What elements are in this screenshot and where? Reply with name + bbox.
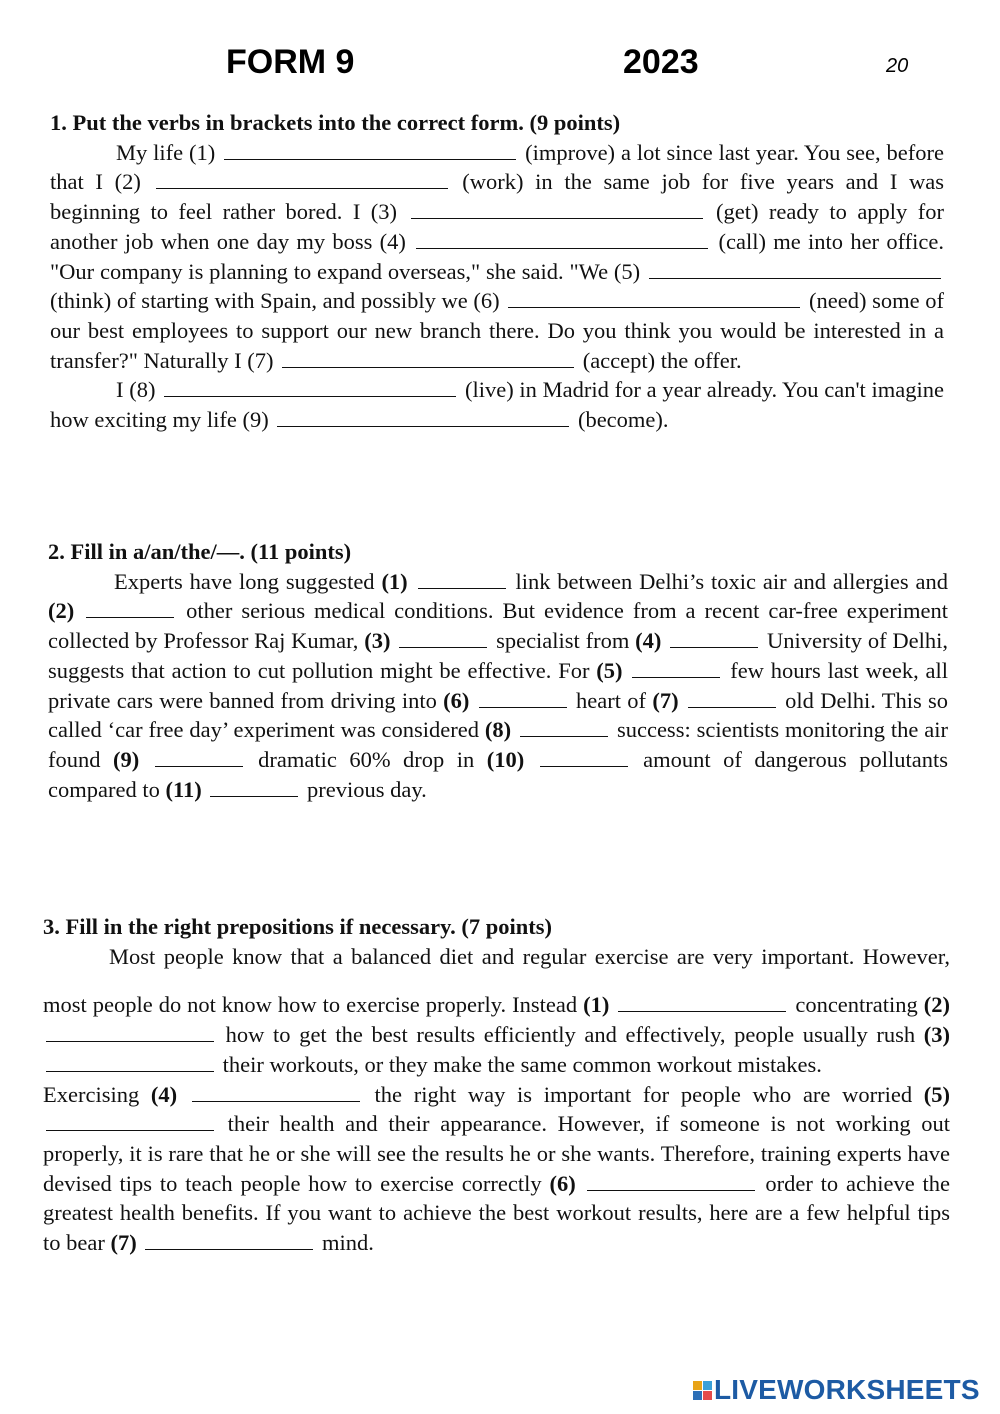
answer-blank-s3-7[interactable]	[145, 1229, 313, 1250]
answer-blank-s2-10[interactable]	[540, 746, 628, 767]
logo-square	[693, 1391, 702, 1400]
blank-number: (7)	[652, 687, 679, 713]
answer-blank-s3-4[interactable]	[192, 1081, 360, 1102]
answer-blank-s2-3[interactable]	[399, 627, 487, 648]
liveworksheets-logo-icon	[693, 1381, 712, 1400]
answer-blank-s2-9[interactable]	[155, 746, 243, 767]
blank-number: (8)	[484, 717, 512, 743]
answer-blank-s1-1[interactable]	[224, 139, 516, 160]
blank-number: (4)	[635, 628, 662, 654]
s2-text: amount of dangerous pollutants compared to	[48, 746, 949, 802]
section-3-paragraph	[43, 942, 950, 1080]
s2-text: Experts have long suggested	[114, 568, 375, 594]
section-1-paragraph	[50, 375, 944, 434]
answer-blank-s1-6[interactable]	[508, 287, 800, 308]
s2-text: old Delhi. This so called ‘car free day’ experiment was considered	[48, 687, 949, 743]
answer-blank-s1-7[interactable]	[282, 347, 574, 368]
section-2-paragraph	[48, 567, 948, 805]
section-3-title: 3. Fill in the right prepositions if necessary. (7 points)	[43, 914, 552, 939]
s1-text: (become).	[577, 407, 669, 433]
answer-blank-s2-4[interactable]	[670, 627, 758, 648]
answer-blank-s1-4[interactable]	[416, 228, 708, 249]
s3-text: Most people know that a balanced diet and regular exercise are very important. However, most people do not know how to exercise properly. Instead	[43, 943, 950, 1018]
answer-blank-s1-9[interactable]	[277, 406, 569, 427]
blank-number: (1)	[381, 568, 408, 594]
s1-text: (accept) the offer.	[582, 347, 742, 373]
answer-blank-s3-1[interactable]	[618, 991, 786, 1012]
answer-blank-s2-5[interactable]	[632, 657, 720, 678]
s1-text: (improve) a lot since last year. You see, before that I (2)	[50, 139, 945, 195]
liveworksheets-logo[interactable]	[693, 1374, 980, 1406]
s1-text: (live) in Madrid for a year already. You can't imagine how exciting my life (9)	[50, 377, 945, 433]
answer-blank-s3-3[interactable]	[46, 1051, 214, 1072]
logo-square	[703, 1381, 712, 1390]
s2-text: heart of	[576, 687, 647, 713]
s2-text: success: scientists monitoring the air found	[48, 717, 949, 772]
s3-text: Exercising	[43, 1081, 140, 1107]
blank-number: (10)	[486, 746, 525, 772]
form-label: FORM 9	[226, 43, 355, 81]
blank-number: (6)	[549, 1170, 576, 1196]
section-2	[48, 537, 948, 804]
logo-text: LIVEWORKSHEETS	[714, 1374, 980, 1405]
page-number: 20	[886, 55, 909, 77]
blank-number: (9)	[112, 746, 140, 772]
answer-blank-s3-6[interactable]	[587, 1170, 755, 1191]
year-label: 2023	[623, 43, 699, 81]
s2-text: previous day.	[306, 776, 427, 802]
section-1-title: 1. Put the verbs in brackets into the correct form. (9 points)	[50, 110, 621, 135]
answer-blank-s1-8[interactable]	[164, 376, 456, 397]
s1-text: (get) ready to apply for another job when one day my boss (4)	[50, 199, 945, 254]
s3-text: concentrating	[795, 992, 918, 1018]
section-1	[50, 108, 944, 435]
logo-square	[693, 1381, 702, 1390]
s1-text: (need) some of our best employees to support our new branch there. Do you think you would be interested in a transfer?" Naturally I (7)	[50, 288, 945, 373]
logo-square	[703, 1391, 712, 1400]
s2-text: specialist from	[496, 628, 630, 654]
answer-blank-s2-2[interactable]	[86, 597, 174, 618]
section-3	[43, 912, 950, 1258]
s1-text: (think) of starting with Spain, and possibly we (6)	[50, 288, 500, 314]
s1-text: (work) in the same job for five years and I was beginning to feel rather bored. I (3)	[50, 169, 945, 225]
s2-text: University of Delhi, suggests that action to cut pollution might be effective. For	[48, 628, 949, 683]
section-1-paragraph	[50, 138, 944, 376]
blank-number: (4)	[150, 1081, 178, 1107]
blank-number: (5)	[923, 1081, 951, 1107]
blank-number: (5)	[596, 657, 623, 683]
s1-text: My life (1)	[116, 139, 216, 165]
blank-number: (2)	[923, 992, 951, 1018]
blank-number: (2)	[48, 598, 75, 624]
answer-blank-s2-7[interactable]	[688, 687, 776, 708]
answer-blank-s3-5[interactable]	[46, 1110, 214, 1131]
section-2-title: 2. Fill in a/an/the/—. (11 points)	[48, 539, 352, 564]
answer-blank-s1-5[interactable]	[649, 258, 941, 279]
s3-text: order to achieve the greatest health benefits. If you want to achieve the best workout results, here are a few helpful tips to bear	[43, 1170, 951, 1256]
answer-blank-s1-2[interactable]	[156, 168, 448, 189]
blank-number: (7)	[110, 1230, 137, 1256]
blank-number: (3)	[923, 1022, 951, 1048]
s2-text: dramatic 60% drop in	[258, 746, 475, 772]
s1-text: I (8)	[116, 377, 156, 403]
answer-blank-s1-3[interactable]	[411, 198, 703, 219]
blank-number: (6)	[443, 687, 470, 713]
blank-number: (1)	[583, 992, 610, 1018]
s2-text: few hours last week, all private cars were banned from driving into	[48, 657, 949, 713]
answer-blank-s3-2[interactable]	[46, 1021, 214, 1042]
s2-text: link between Delhi’s toxic air and allergies and	[515, 568, 948, 594]
s3-text: mind.	[321, 1230, 374, 1256]
s1-text: (call) me into her office. "Our company is planning to expand overseas," she said. "We (5)	[50, 228, 945, 284]
s3-text: how to get the best results efficiently and effectively, people usually rush	[225, 1022, 916, 1048]
s2-text: other serious medical conditions. But evidence from a recent car-free experiment collected by Professor Raj Kumar,	[48, 598, 948, 654]
answer-blank-s2-6[interactable]	[479, 687, 567, 708]
s3-text: the right way is important for people who are worried	[374, 1081, 913, 1107]
answer-blank-s2-11[interactable]	[210, 776, 298, 797]
blank-number: (11)	[165, 776, 202, 802]
s3-text: their health and their appearance. However, if someone is not working out properly, it is rare that he or she will see the results he or she wants. Therefore, training experts have devised tips to teach people how to exercise correctly	[43, 1111, 950, 1196]
blank-number: (3)	[364, 628, 391, 654]
section-3-paragraph	[43, 1080, 950, 1258]
answer-blank-s2-1[interactable]	[418, 568, 506, 589]
answer-blank-s2-8[interactable]	[520, 716, 608, 737]
s3-text: their workouts, or they make the same common workout mistakes.	[222, 1051, 822, 1077]
